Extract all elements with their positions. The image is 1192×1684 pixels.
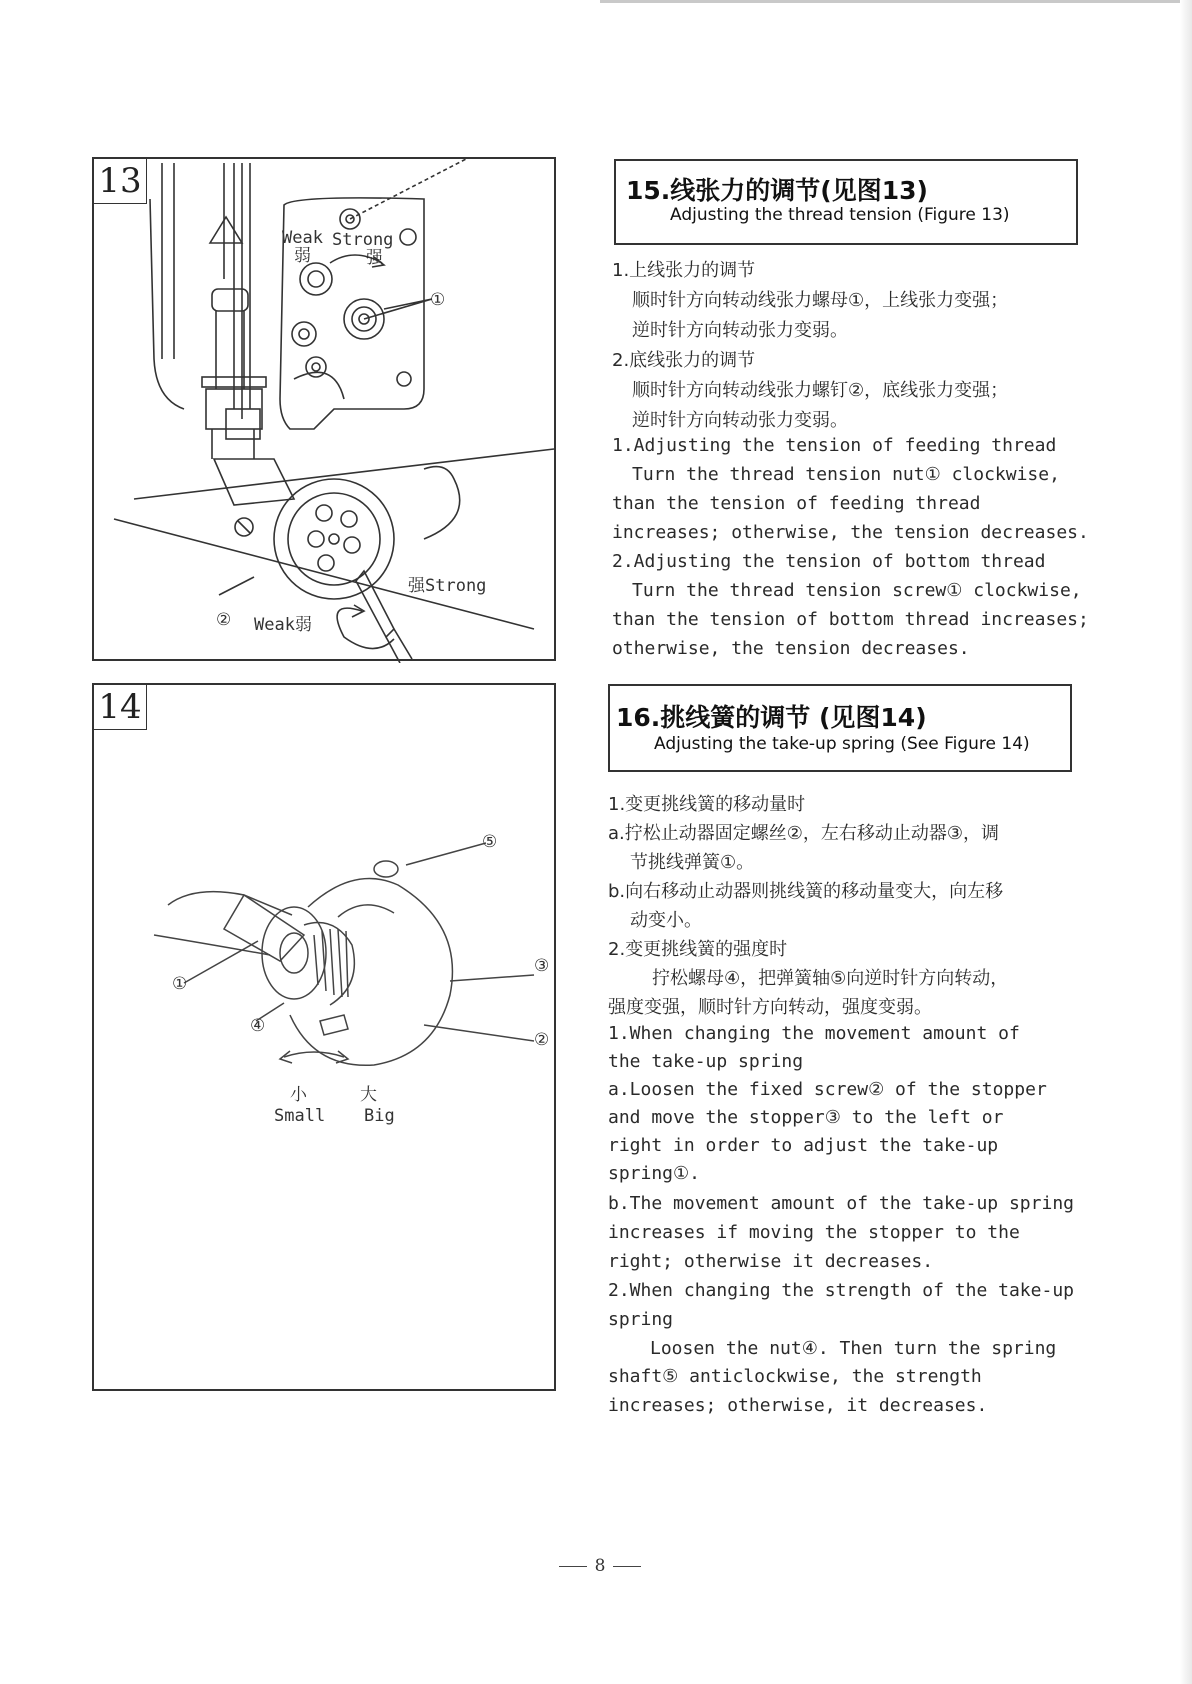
s16-line-16: right; otherwise it decreases. xyxy=(608,1251,934,1272)
section-15-title-box xyxy=(614,159,1078,245)
top-edge-line xyxy=(600,0,1192,3)
s15-line-5: 逆时针方向转动张力变弱。 xyxy=(632,410,848,431)
figure-14 xyxy=(92,683,556,1391)
s16-line-15: increases if moving the stopper to the xyxy=(608,1222,1020,1243)
s15-line-7: Turn the thread tension nut① clockwise, xyxy=(632,464,1060,485)
s15-line-1: 顺时针方向转动线张力螺母①，上线张力变强； xyxy=(632,290,1009,311)
page-number xyxy=(550,1556,650,1576)
section-15-title-cn: 15.线张力的调节(见图13) xyxy=(626,176,928,205)
s15-line-0: 1.上线张力的调节 xyxy=(612,260,756,281)
s15-line-13: otherwise, the tension decreases. xyxy=(612,638,970,659)
figure-14-number: 14 xyxy=(94,685,147,730)
s16-line-4: 动变小。 xyxy=(630,910,702,931)
fig13-weak-label: Weak xyxy=(282,228,323,248)
s16-line-6: 拧松螺母④，把弹簧轴⑤向逆时针方向转动， xyxy=(652,968,1009,989)
s16-line-14: b.The movement amount of the take-up spring xyxy=(608,1193,1074,1214)
fig14-small-label: Small xyxy=(274,1106,326,1126)
s16-line-0: 1.变更挑线簧的移动量时 xyxy=(608,794,806,815)
s16-line-2: 节挑线弹簧①。 xyxy=(630,852,755,873)
fig13-strong-cn-label: 强 xyxy=(366,248,383,268)
fig13-strong-lower-label: 强Strong xyxy=(408,576,487,596)
fig13-callout-2: ② xyxy=(216,610,232,630)
fig13-weak-cn-label: 弱 xyxy=(294,246,311,266)
fig13-weak-lower-label: Weak弱 xyxy=(254,615,312,635)
s16-line-3: b.向右移动止动器则挑线簧的移动量变大，向左移 xyxy=(608,881,1004,902)
fig13-strong-label: Strong xyxy=(332,230,394,250)
s16-line-10: a.Loosen the fixed screw② of the stopper xyxy=(608,1079,1047,1100)
fig13-callout-1: ① xyxy=(430,290,446,310)
fig14-big-label: Big xyxy=(364,1106,395,1126)
section-16-title-cn: 16.挑线簧的调节 (见图14) xyxy=(616,703,927,732)
s16-line-8: 1.When changing the movement amount of xyxy=(608,1023,1020,1044)
s15-line-9: increases; otherwise, the tension decreases. xyxy=(612,522,1089,543)
s15-line-2: 逆时针方向转动张力变弱。 xyxy=(632,320,848,341)
s16-line-5: 2.变更挑线簧的强度时 xyxy=(608,939,788,960)
s16-line-1: a.拧松止动器固定螺丝②，左右移动止动器③，调 xyxy=(608,823,1000,844)
fig14-small-cn-label: 小 xyxy=(290,1085,307,1105)
page-number-value: 8 xyxy=(594,1556,606,1576)
section-15-title-en: Adjusting the thread tension (Figure 13) xyxy=(670,205,1010,225)
fig14-callout-3: ③ xyxy=(534,956,550,976)
figure-13-number: 13 xyxy=(94,159,147,204)
fig14-callout-2: ② xyxy=(534,1030,550,1050)
section-16-title-en: Adjusting the take-up spring (See Figure 14) xyxy=(654,734,1030,754)
s16-line-11: and move the stopper③ to the left or xyxy=(608,1107,1004,1128)
s15-line-11: Turn the thread tension screw① clockwise, xyxy=(632,580,1082,601)
figure-13-drawing xyxy=(94,159,558,663)
s15-line-6: 1.Adjusting the tension of feeding thread xyxy=(612,435,1057,456)
s16-line-18: spring xyxy=(608,1309,674,1330)
figure-14-drawing xyxy=(94,685,558,1393)
fig14-callout-4: ④ xyxy=(250,1016,266,1036)
fig14-callout-5: ⑤ xyxy=(482,832,498,852)
scan-edge-shadow xyxy=(1180,0,1192,1684)
s16-line-19: Loosen the nut④. Then turn the spring xyxy=(650,1338,1057,1359)
s16-line-7: 强度变强，顺时针方向转动，强度变弱。 xyxy=(608,997,932,1018)
s15-line-12: than the tension of bottom thread increases; xyxy=(612,609,1089,630)
page-number-dash-right xyxy=(613,1566,641,1568)
s16-line-21: increases; otherwise, it decreases. xyxy=(608,1395,988,1416)
s15-line-3: 2.底线张力的调节 xyxy=(612,350,756,371)
figure-13 xyxy=(92,157,556,661)
fig14-callout-1: ① xyxy=(172,974,188,994)
s16-line-13: spring①. xyxy=(608,1163,700,1184)
s16-line-12: right in order to adjust the take-up xyxy=(608,1135,999,1156)
s15-line-4: 顺时针方向转动线张力螺钉②，底线张力变强； xyxy=(632,380,1009,401)
page-number-dash-left xyxy=(559,1566,587,1568)
s16-line-17: 2.When changing the strength of the take-up xyxy=(608,1280,1074,1301)
section-16-title-box xyxy=(608,684,1072,772)
s16-line-20: shaft⑤ anticlockwise, the strength xyxy=(608,1366,982,1387)
s16-line-9: the take-up spring xyxy=(608,1051,804,1072)
s15-line-10: 2.Adjusting the tension of bottom thread xyxy=(612,551,1046,572)
fig14-big-cn-label: 大 xyxy=(360,1085,377,1105)
s15-line-8: than the tension of feeding thread xyxy=(612,493,981,514)
